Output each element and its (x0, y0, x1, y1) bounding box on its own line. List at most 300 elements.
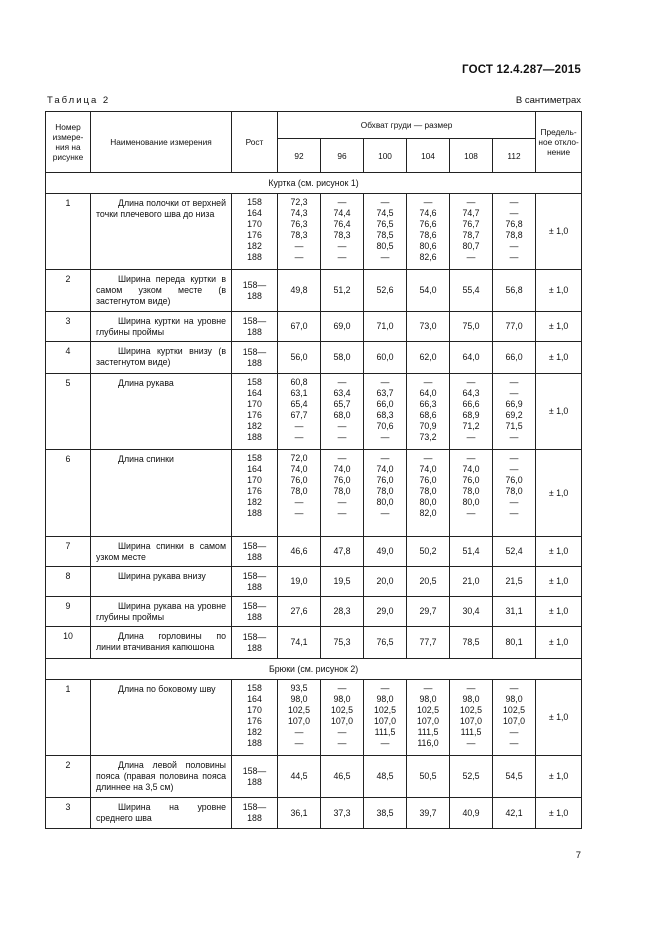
height-cell (232, 194, 278, 270)
value: — (423, 377, 433, 387)
table-row (46, 312, 582, 342)
value: — (466, 252, 476, 262)
height-value: 158 (247, 683, 262, 693)
value: 74,0 (419, 464, 437, 474)
value-cell: 66,0 (493, 342, 536, 374)
units-note: В сантиметрах (515, 95, 581, 106)
height-value: 182 (247, 421, 262, 431)
value: 93,5 (290, 683, 308, 693)
height-value: 182 (247, 497, 262, 507)
value: 78,0 (376, 486, 394, 496)
value: 102,5 (459, 705, 482, 715)
value-cell (493, 194, 536, 270)
value: 74,0 (462, 464, 480, 474)
value: 82,0 (419, 508, 437, 518)
value-cell (278, 374, 321, 450)
value-cell: 51,4 (450, 537, 493, 567)
value: 107,0 (287, 716, 310, 726)
value-cell: 19,5 (321, 567, 364, 597)
value-cell: 29,7 (407, 597, 450, 627)
value: — (509, 241, 519, 251)
value-cell: 50,2 (407, 537, 450, 567)
height-value: 188 (247, 642, 262, 653)
measurement-name-text: Длина по боковому шву (118, 684, 216, 694)
value-cell (278, 450, 321, 537)
measurement-number: 10 (46, 627, 91, 659)
value-cell (493, 680, 536, 756)
value-cell: 76,5 (364, 627, 407, 659)
value: 98,0 (462, 694, 480, 704)
value: — (466, 432, 476, 442)
value: 76,0 (419, 475, 437, 485)
value: 71,5 (505, 421, 523, 431)
value-cell: 29,0 (364, 597, 407, 627)
value: — (509, 508, 519, 518)
height-value: 188 (247, 776, 262, 787)
value: 66,6 (462, 399, 480, 409)
value-cell: 67,0 (278, 312, 321, 342)
height-value: 176 (247, 486, 262, 496)
value-cell: 39,7 (407, 798, 450, 829)
height-value: 176 (247, 716, 262, 726)
table-row (46, 194, 582, 270)
value-cell: 52,6 (364, 270, 407, 312)
value: 65,4 (290, 399, 308, 409)
table-row (46, 450, 582, 537)
height-cell (232, 680, 278, 756)
table-body (46, 173, 582, 829)
value-cell: 78,5 (450, 627, 493, 659)
height-value: 158— (242, 315, 267, 326)
value: — (509, 497, 519, 507)
value: 74,0 (290, 464, 308, 474)
value-cell: 55,4 (450, 270, 493, 312)
value-cell (321, 680, 364, 756)
value-cell: 27,6 (278, 597, 321, 627)
value-cell (278, 194, 321, 270)
value: — (294, 252, 304, 262)
height-value: 176 (247, 410, 262, 420)
height-value: 158 (247, 453, 262, 463)
value: — (337, 738, 347, 748)
value-cell: 56,8 (493, 270, 536, 312)
measurement-number: 6 (46, 450, 91, 537)
value: 76,7 (462, 219, 480, 229)
standard-designation: ГОСТ 12.4.287—2015 (462, 64, 581, 76)
measurement-number: 2 (46, 270, 91, 312)
table-row (46, 627, 582, 659)
value-cell: 20,5 (407, 567, 450, 597)
value: 60,8 (290, 377, 308, 387)
value: 107,0 (373, 716, 396, 726)
value: 76,0 (505, 475, 523, 485)
value-cell (278, 680, 321, 756)
value-cell: 51,2 (321, 270, 364, 312)
value: 111,5 (374, 727, 396, 737)
value: — (337, 197, 347, 207)
value-cell: 49,0 (364, 537, 407, 567)
value: 76,0 (462, 475, 480, 485)
height-cell (232, 342, 278, 374)
value: — (466, 683, 476, 693)
height-value: 158— (242, 600, 267, 611)
measurement-number: 4 (46, 342, 91, 374)
value-cell (493, 450, 536, 537)
value-cell: 31,1 (493, 597, 536, 627)
value: 80,0 (419, 497, 437, 507)
value: 74,0 (376, 464, 394, 474)
value: 64,3 (462, 388, 480, 398)
value: — (294, 421, 304, 431)
value: — (337, 497, 347, 507)
value: — (294, 432, 304, 442)
height-value: 164 (247, 464, 262, 474)
height-value: 188 (247, 738, 262, 748)
value-cell: 42,1 (493, 798, 536, 829)
value: 78,5 (376, 230, 394, 240)
value: 111,5 (460, 727, 482, 737)
value: 78,3 (333, 230, 351, 240)
value: 63,1 (290, 388, 308, 398)
value: — (337, 421, 347, 431)
tolerance-cell: ± 1,0 (536, 312, 582, 342)
value-cell: 64,0 (450, 342, 493, 374)
measurement-name (91, 194, 232, 270)
value-cell: 80,1 (493, 627, 536, 659)
height-value: 158— (242, 802, 267, 812)
value: — (423, 197, 433, 207)
measurement-number: 5 (46, 374, 91, 450)
value: — (337, 683, 347, 693)
value-cell: 54,0 (407, 270, 450, 312)
value: 69,2 (505, 410, 523, 420)
table-row (46, 597, 582, 627)
height-value: 170 (247, 399, 262, 409)
measurement-number: 3 (46, 798, 91, 829)
value: 78,0 (462, 486, 480, 496)
height-value: 164 (247, 208, 262, 218)
value: 78,0 (290, 486, 308, 496)
size-header: 96 (321, 139, 364, 173)
size-header: 108 (450, 139, 493, 173)
value: — (466, 377, 476, 387)
col-number-header: Номер измере-ния на рисунке (46, 112, 91, 173)
height-value: 158— (242, 570, 267, 581)
section-row (46, 173, 582, 194)
value: 65,7 (333, 399, 351, 409)
tolerance-cell: ± 1,0 (536, 756, 582, 798)
height-cell (232, 374, 278, 450)
value: 66,3 (419, 399, 437, 409)
value-cell (364, 194, 407, 270)
height-cell (232, 798, 278, 829)
height-value: 188 (247, 432, 262, 442)
height-value: 158— (242, 346, 267, 357)
height-cell (232, 312, 278, 342)
height-value: 182 (247, 727, 262, 737)
value-cell: 20,0 (364, 567, 407, 597)
value: — (509, 377, 519, 387)
value: — (337, 377, 347, 387)
value-cell: 36,1 (278, 798, 321, 829)
measurement-number: 2 (46, 756, 91, 798)
height-cell (232, 270, 278, 312)
value-cell: 30,4 (450, 597, 493, 627)
table-row (46, 270, 582, 312)
col-tolerance-header: Предель-ное откло-нение (536, 112, 582, 173)
tolerance-cell: ± 1,0 (536, 537, 582, 567)
value: 72,0 (290, 453, 308, 463)
measurement-name-text: Ширина спинки в самом узком месте (96, 541, 226, 562)
section-title: Куртка (см. рисунок 1) (46, 173, 582, 194)
value: — (380, 252, 390, 262)
value: 64,0 (419, 388, 437, 398)
value-cell (493, 374, 536, 450)
tolerance-cell: ± 1,0 (536, 597, 582, 627)
value-cell: 52,4 (493, 537, 536, 567)
value-cell: 21,0 (450, 567, 493, 597)
measurement-name (91, 374, 232, 450)
value: — (294, 497, 304, 507)
value: 78,7 (462, 230, 480, 240)
value-cell: 21,5 (493, 567, 536, 597)
height-value: 158— (242, 631, 267, 642)
value: — (337, 432, 347, 442)
tolerance-cell: ± 1,0 (536, 270, 582, 312)
value-cell (407, 680, 450, 756)
measurement-name-text: Ширина на уровне среднего шва (96, 802, 226, 823)
value: 98,0 (290, 694, 308, 704)
table-row (46, 798, 582, 829)
value: 78,0 (333, 486, 351, 496)
height-cell (232, 567, 278, 597)
value: 76,4 (333, 219, 351, 229)
height-value: 188 (247, 508, 262, 518)
value: 70,9 (419, 421, 437, 431)
value: 66,9 (505, 399, 523, 409)
measurement-name (91, 567, 232, 597)
value: 74,4 (333, 208, 351, 218)
value: 82,6 (419, 252, 437, 262)
value: 68,3 (376, 410, 394, 420)
value: 63,7 (376, 388, 394, 398)
value-cell (364, 680, 407, 756)
measurement-name-text: Ширина куртки внизу (в застегнутом виде) (96, 346, 226, 367)
table-row (46, 342, 582, 374)
value-cell (450, 194, 493, 270)
value: — (380, 738, 390, 748)
height-cell (232, 756, 278, 798)
value-cell (364, 450, 407, 537)
value: 116,0 (417, 738, 439, 748)
value: 107,0 (503, 716, 526, 726)
value: — (423, 683, 433, 693)
measurement-name (91, 627, 232, 659)
height-value: 164 (247, 388, 262, 398)
value-cell: 47,8 (321, 537, 364, 567)
value-cell: 46,6 (278, 537, 321, 567)
page-number: 7 (575, 850, 581, 861)
value-cell (450, 450, 493, 537)
section-title: Брюки (см. рисунок 2) (46, 659, 582, 680)
value: 63,4 (333, 388, 351, 398)
value: 71,2 (462, 421, 480, 431)
value-cell: 48,5 (364, 756, 407, 798)
size-header: 100 (364, 139, 407, 173)
height-cell (232, 627, 278, 659)
tolerance-cell: ± 1,0 (536, 680, 582, 756)
value-cell: 44,5 (278, 756, 321, 798)
value: 102,5 (287, 705, 310, 715)
value: — (509, 738, 519, 748)
value: — (509, 432, 519, 442)
value: 102,5 (503, 705, 526, 715)
height-cell (232, 597, 278, 627)
measurement-name (91, 537, 232, 567)
value: — (294, 738, 304, 748)
size-header: 104 (407, 139, 450, 173)
height-value: 188 (247, 357, 262, 368)
measurement-name (91, 680, 232, 756)
value-cell: 54,5 (493, 756, 536, 798)
height-value: 188 (247, 611, 262, 622)
measurement-name (91, 450, 232, 537)
value: 80,7 (462, 241, 480, 251)
value: 80,6 (419, 241, 437, 251)
value: — (337, 453, 347, 463)
value: — (380, 453, 390, 463)
measurement-name-text: Ширина переда куртки в самом узком месте (в застегнутом виде) (96, 274, 226, 306)
tolerance-cell: ± 1,0 (536, 567, 582, 597)
height-value: 188 (247, 252, 262, 262)
value: — (294, 508, 304, 518)
value: 68,9 (462, 410, 480, 420)
measurement-number: 8 (46, 567, 91, 597)
tolerance-cell: ± 1,0 (536, 798, 582, 829)
value: — (380, 508, 390, 518)
value-cell: 69,0 (321, 312, 364, 342)
value-cell: 60,0 (364, 342, 407, 374)
height-value: 158 (247, 377, 262, 387)
value-cell: 50,5 (407, 756, 450, 798)
value: 76,5 (376, 219, 394, 229)
height-value: 176 (247, 230, 262, 240)
value-cell: 75,3 (321, 627, 364, 659)
size-header: 112 (493, 139, 536, 173)
table-row (46, 567, 582, 597)
value: 72,3 (290, 197, 308, 207)
value-cell: 77,0 (493, 312, 536, 342)
col-height-header: Рост (232, 112, 278, 173)
value: 78,0 (419, 486, 437, 496)
tolerance-cell: ± 1,0 (536, 374, 582, 450)
value-cell: 49,8 (278, 270, 321, 312)
value: — (509, 208, 519, 218)
value: — (294, 727, 304, 737)
measurement-number: 1 (46, 680, 91, 756)
value: 74,6 (419, 208, 437, 218)
value: 78,3 (290, 230, 308, 240)
value: — (509, 252, 519, 262)
table-name: Таблица 2 (47, 95, 111, 106)
col-girth-header: Обхват груди — размер (278, 112, 536, 139)
value: 78,6 (419, 230, 437, 240)
measurement-name-text: Ширина рукава на уровне глубины проймы (96, 601, 226, 622)
value: 70,6 (376, 421, 394, 431)
value: — (423, 453, 433, 463)
value-cell (450, 680, 493, 756)
value-cell: 19,0 (278, 567, 321, 597)
value: 102,5 (416, 705, 439, 715)
value: 67,7 (290, 410, 308, 420)
tolerance-cell: ± 1,0 (536, 450, 582, 537)
height-value: 170 (247, 475, 262, 485)
value: 76,8 (505, 219, 523, 229)
value: — (337, 241, 347, 251)
value: 74,0 (333, 464, 351, 474)
measurement-name (91, 597, 232, 627)
height-value: 164 (247, 694, 262, 704)
value: 107,0 (459, 716, 482, 726)
value-cell: 58,0 (321, 342, 364, 374)
value: — (466, 508, 476, 518)
height-value: 188 (247, 813, 262, 823)
height-value: 188 (247, 581, 262, 592)
value: — (509, 683, 519, 693)
value-cell (450, 374, 493, 450)
value-cell: 40,9 (450, 798, 493, 829)
size-header: 92 (278, 139, 321, 173)
measurement-number: 1 (46, 194, 91, 270)
height-value: 188 (247, 551, 262, 562)
measurement-number: 9 (46, 597, 91, 627)
value: 111,5 (417, 727, 439, 737)
value: — (509, 388, 519, 398)
measurement-name-text: Длина горловины по линии втачивания капюшона (96, 631, 226, 652)
height-value: 158— (242, 765, 267, 776)
value-cell: 71,0 (364, 312, 407, 342)
value: 76,0 (290, 475, 308, 485)
table-header (46, 112, 582, 173)
value: 107,0 (330, 716, 353, 726)
value: — (380, 197, 390, 207)
measurement-number: 7 (46, 537, 91, 567)
value: 76,0 (376, 475, 394, 485)
value-cell (407, 374, 450, 450)
value: — (466, 197, 476, 207)
value: 66,0 (376, 399, 394, 409)
measurements-table (45, 111, 582, 829)
height-value: 158 (247, 197, 262, 207)
measurement-number: 3 (46, 312, 91, 342)
value: — (380, 683, 390, 693)
height-value: 158— (242, 540, 267, 551)
measurement-name-text: Длина спинки (118, 454, 174, 464)
value: — (509, 197, 519, 207)
value-cell (364, 374, 407, 450)
value: 73,2 (419, 432, 437, 442)
height-value: 182 (247, 241, 262, 251)
measurement-name-text: Длина полочки от верхней точки плечевого шва до низа (96, 198, 226, 219)
value: 98,0 (376, 694, 394, 704)
value-cell: 74,1 (278, 627, 321, 659)
value-cell: 28,3 (321, 597, 364, 627)
value: — (380, 377, 390, 387)
col-name-header: Наименование измерения (91, 112, 232, 173)
value-cell: 73,0 (407, 312, 450, 342)
table-row (46, 374, 582, 450)
value-cell (407, 450, 450, 537)
